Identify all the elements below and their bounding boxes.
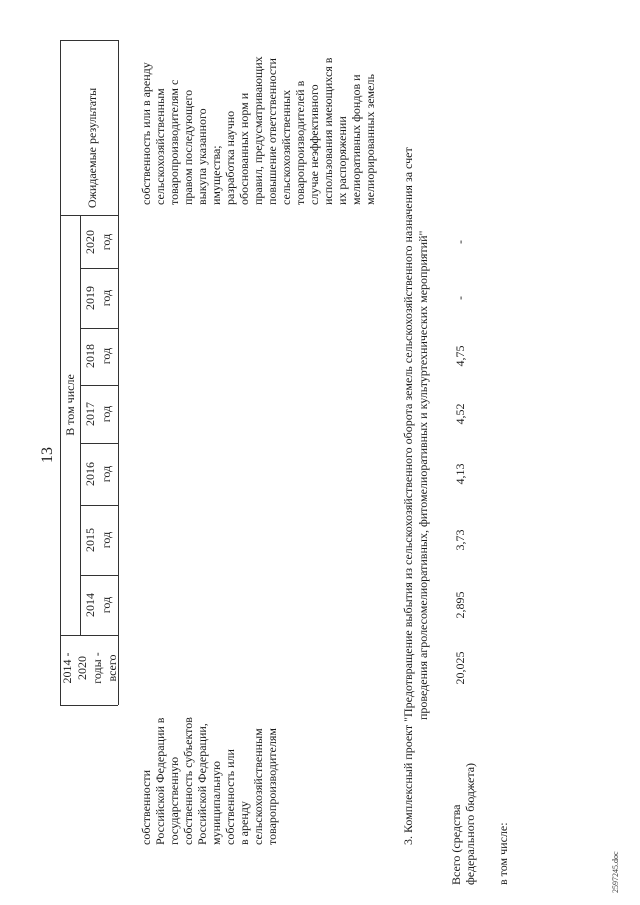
budget-value-2018: 4,75 xyxy=(453,345,467,367)
budget-total-value: 20,025 xyxy=(453,651,467,685)
header-total-line3: годы - xyxy=(90,652,104,684)
including-label: в том числе: xyxy=(496,822,510,885)
results-line: обоснованных норм и xyxy=(237,92,251,205)
budget-label-line1: Всего (средства xyxy=(449,804,463,885)
header-expected-results: Ожидаемые результаты xyxy=(85,87,99,209)
header-year-2015: 2015 xyxy=(83,528,97,552)
budget-value-2017: 4,52 xyxy=(453,403,467,425)
event-line: муниципальную xyxy=(209,761,223,845)
col-sep-2015-2016 xyxy=(80,505,118,506)
header-year-2015-god: год xyxy=(99,531,113,549)
project-title-line1: 3. Комплексный проект "Предотвращение выбытия из сельскохозяйственного оборота земель сельскохозяйственного назначения за счет xyxy=(401,147,415,845)
results-line: их распоряжении xyxy=(335,116,349,205)
budget-value-2020: - xyxy=(453,240,467,244)
budget-value-2015: 3,73 xyxy=(453,529,467,551)
results-line: мелиоративных фондов и xyxy=(349,74,363,205)
budget-value-2019: - xyxy=(453,296,467,300)
header-year-2016: 2016 xyxy=(83,462,97,486)
header-year-2014-god: год xyxy=(99,596,113,614)
col-sep-total xyxy=(60,635,118,636)
budget-value-2014: 2,895 xyxy=(453,591,467,619)
header-total-line4: всего xyxy=(105,654,119,682)
header-year-2019-god: год xyxy=(99,289,113,307)
header-year-2018-god: год xyxy=(99,347,113,365)
results-line: правом последующего xyxy=(181,89,195,205)
footer-file-code: 2597245.doc xyxy=(611,851,620,893)
results-line: имущества; xyxy=(209,145,223,205)
results-line: собственность или в аренду xyxy=(139,62,153,205)
event-line: собственность субъектов xyxy=(181,717,195,845)
table-border-right xyxy=(118,40,119,705)
header-year-2020-god: год xyxy=(99,233,113,251)
table-border-left xyxy=(60,40,61,705)
header-total-line2: 2020 xyxy=(75,656,89,680)
event-line: Российской Федерации в xyxy=(153,717,167,845)
col-sep-2019-2020 xyxy=(80,268,118,269)
results-line: случае неэффективного xyxy=(307,84,321,205)
results-line: выкупа указанного xyxy=(195,108,209,205)
col-sep-2018-2019 xyxy=(80,328,118,329)
results-line: использования имеющихся в xyxy=(321,57,335,205)
header-year-2017-god: год xyxy=(99,405,113,423)
header-year-2016-god: год xyxy=(99,465,113,483)
table-rule-top xyxy=(60,40,118,41)
results-line: правил, предусматривающих xyxy=(251,56,265,205)
results-line: повышение ответственности xyxy=(265,58,279,205)
header-year-2018: 2018 xyxy=(83,344,97,368)
budget-label-line2: федерального бюджета) xyxy=(463,762,477,885)
col-sep-2017-2018 xyxy=(80,385,118,386)
col-sep-results xyxy=(60,215,118,216)
header-total-line1: 2014 - xyxy=(60,652,74,684)
header-year-2014: 2014 xyxy=(83,593,97,617)
group-separator xyxy=(80,215,81,635)
project-title-line2: проведения агролесомелиоративных, фитомелиоративных и культуртехнических мероприятий" xyxy=(416,230,430,720)
results-line: товаропроизводителей в xyxy=(293,80,307,205)
header-in-that-number: В том числе xyxy=(63,374,77,436)
event-line: государственную xyxy=(167,756,181,845)
col-sep-2016-2017 xyxy=(80,443,118,444)
results-line: товаропроизводителям с xyxy=(167,79,181,205)
event-line: собственности xyxy=(139,769,153,845)
col-sep-2014-2015 xyxy=(80,575,118,576)
header-year-2019: 2019 xyxy=(83,286,97,310)
results-line: разработка научно xyxy=(223,110,237,205)
table-rule-bottom xyxy=(60,705,118,706)
event-line: сельскохозяйственным xyxy=(251,728,265,845)
event-line: собственность или xyxy=(223,749,237,845)
page-number: 13 xyxy=(39,447,56,463)
results-line: сельскохозяйственных xyxy=(279,89,293,205)
results-line: мелиорированных земель xyxy=(363,74,377,205)
header-year-2020: 2020 xyxy=(83,230,97,254)
event-line: Российской Федерации, xyxy=(195,723,209,845)
header-year-2017: 2017 xyxy=(83,402,97,426)
budget-value-2016: 4,13 xyxy=(453,463,467,485)
event-line: в аренду xyxy=(237,801,251,845)
results-line: сельскохозяйственным xyxy=(153,88,167,205)
event-line: товаропроизводителям xyxy=(265,728,279,845)
